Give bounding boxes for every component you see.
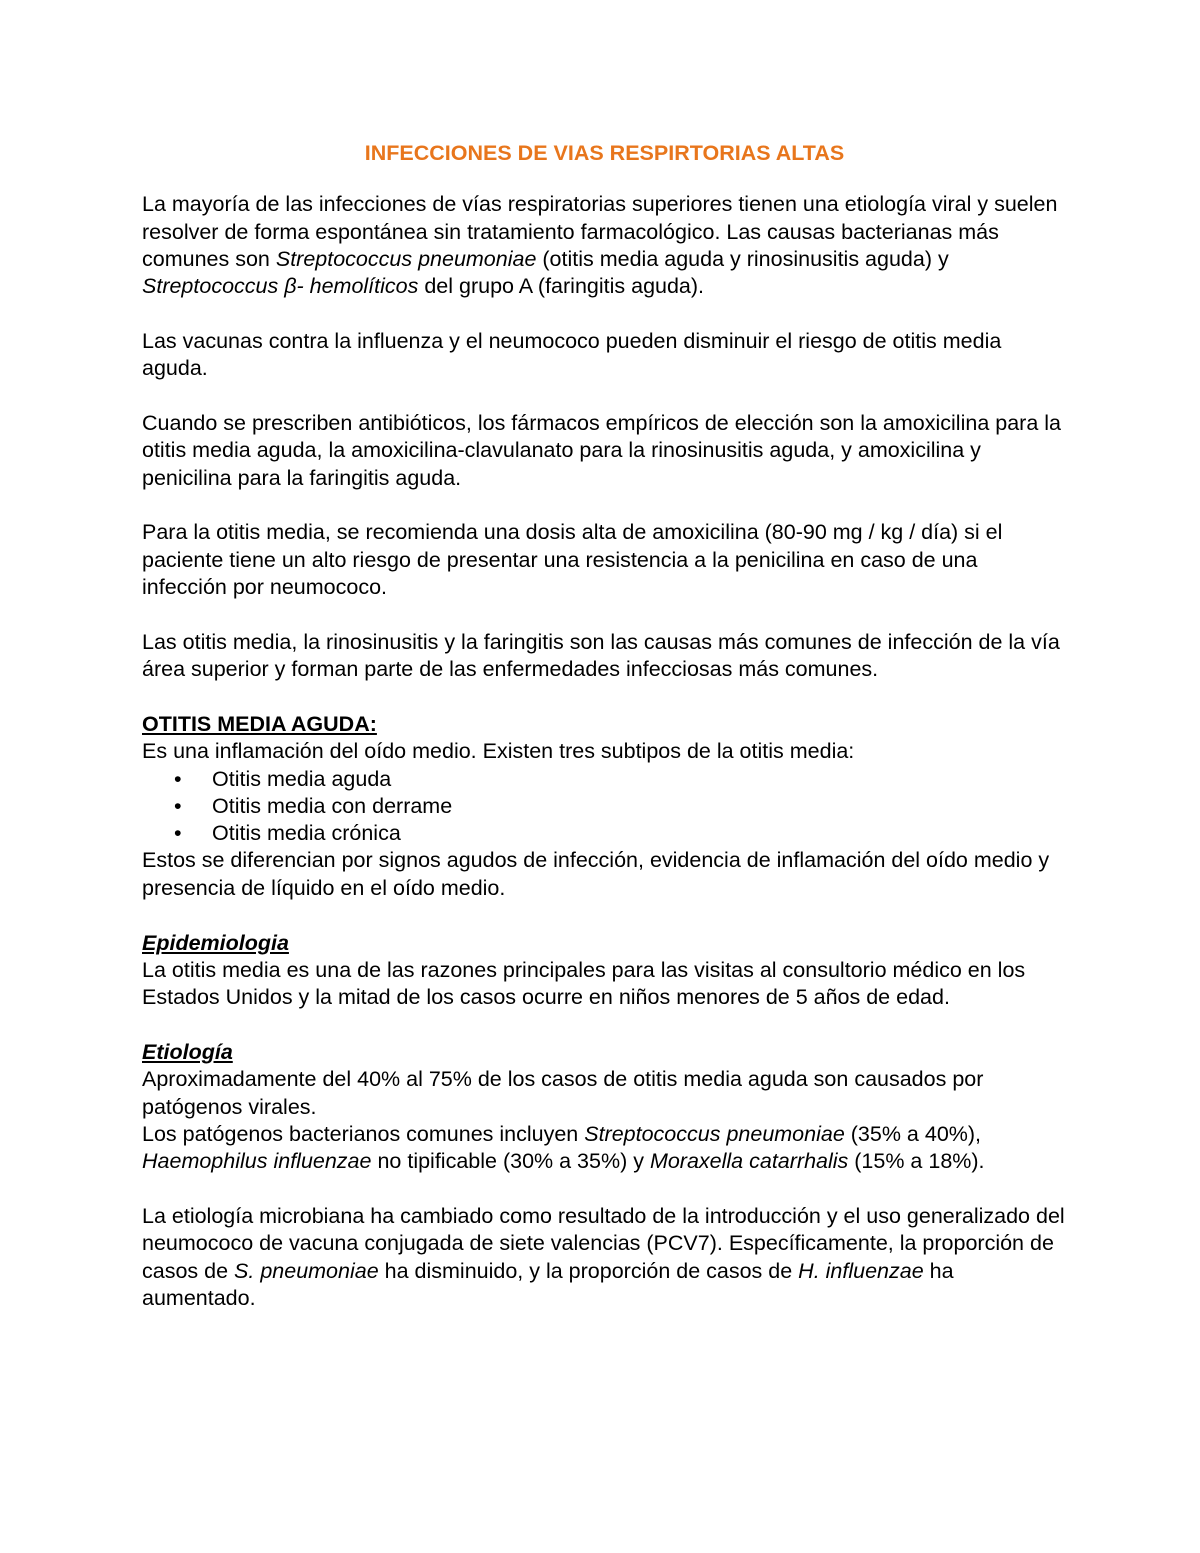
intro-species-2: Streptococcus β- hemolíticos [142,274,419,299]
change-text-3: ha aumentado. [142,1258,954,1310]
list-item [142,766,1067,793]
list-item-label: Otitis media con derrame [212,793,453,818]
change-species-1: S. pneumoniae [234,1258,379,1283]
intro-paragraph-dosage: Para la otitis media, se recomienda una dosis alta de amoxicilina (80-90 mg / kg / día) si el paciente tiene un alto riesgo de presentar una resistencia a la penicilina en caso de una infección por neumococo. [142,520,1003,600]
intro-text-2: (otitis media aguda y rinosinusitis aguda) y [536,246,949,271]
bullet-icon: • [174,766,182,791]
intro-text-1: La mayoría de las infecciones de vías respiratorias superiores tienen una etiología viral y suelen resolver de forma espontánea sin tratamiento farmacológico. Las causas bacterianas más comunes son [142,192,1058,271]
otitis-difference-paragraph: Estos se diferencian por signos agudos de infección, evidencia de inflamación del oído medio y presencia de líquido en el oído medio. [142,848,1050,900]
intro-text-3: del grupo A (faringitis aguda). [418,274,705,299]
list-item [142,820,1067,847]
intro-paragraph-common-causes: Las otitis media, la rinosinusitis y la faringitis son las causas más comunes de infección de la vía área superior y forman parte de las enfermedades infecciosas más comunes. [142,629,1060,682]
list-item [142,793,1067,820]
list-item-label: Otitis media crónica [212,821,401,846]
bullet-icon: • [174,821,182,846]
bacterial-text-2: (35% a 40%), [844,1121,982,1146]
epidemiology-heading: Epidemiologia [142,930,289,955]
intro-paragraph-antibiotics: Cuando se prescriben antibióticos, los fármacos empíricos de elección son la amoxicilina para la otitis media aguda, la amoxicilina-clavulanato para la rinosinusitis aguda, y amoxicilina y penicilina para la faringitis aguda. [142,411,1061,490]
otitis-subtypes-list [142,766,1067,848]
bacterial-species-3: Moraxella catarrhalis [649,1149,849,1174]
change-text-1: La etiología microbiana ha cambiado como resultado de la introducción y el uso generalizado del neumococo de vacuna conjugada de siete valencias (PCV7). Específicamente, la proporción de casos de [142,1203,1065,1283]
document-page [142,140,1067,1340]
intro-species-1: Streptococcus pneumoniae [275,246,537,271]
etiology-bacterial-paragraph [142,1121,1067,1176]
bacterial-species-1: Streptococcus pneumoniae [584,1121,845,1146]
bacterial-text-4: (15% a 18%). [848,1149,985,1174]
bullet-icon: • [174,793,182,818]
etiology-viral-paragraph: Aproximadamente del 40% al 75% de los casos de otitis media aguda son causados por patógenos virales. [142,1067,984,1119]
change-species-2: H. influenzae [798,1258,924,1283]
epidemiology-paragraph: La otitis media es una de las razones principales para las visitas al consultorio médico en los Estados Unidos y la mitad de los casos ocurre en niños menores de 5 años de edad. [142,957,1026,1010]
otitis-description: Es una inflamación del oído medio. Existen tres subtipos de la otitis media: [142,739,855,764]
intro-paragraph-vaccines: Las vacunas contra la influenza y el neumococo pueden disminuir el riesgo de otitis media aguda. [142,328,1002,381]
intro-paragraph-etiology [142,191,1067,300]
etiology-heading: Etiología [142,1039,233,1064]
bacterial-text-3: no tipificable (30% a 35%) y [371,1149,650,1174]
otitis-section-heading: OTITIS MEDIA AGUDA: [142,711,377,736]
list-item-label: Otitis media aguda [212,766,392,791]
change-text-2: ha disminuido, y la proporción de casos de [378,1258,799,1283]
etiology-change-paragraph [142,1203,1067,1312]
bacterial-species-2: Haemophilus influenzae [142,1149,372,1174]
document-title: INFECCIONES DE VIAS RESPIRTORIAS ALTAS [364,141,845,165]
bacterial-text-1: Los patógenos bacterianos comunes incluyen [142,1121,585,1146]
